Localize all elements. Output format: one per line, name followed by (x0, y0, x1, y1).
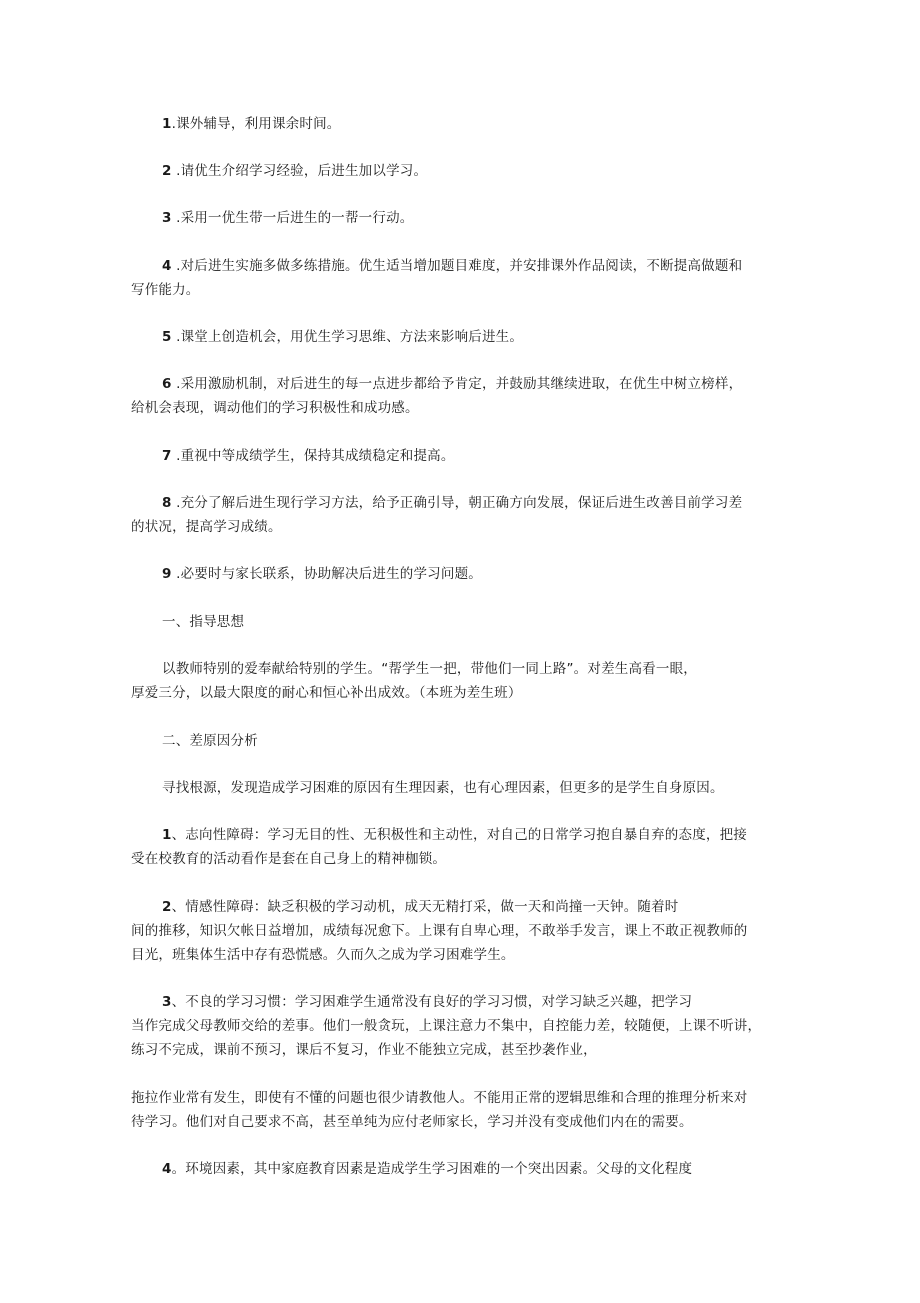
list-item: 4 .对后进生实施多做多练措施。优生适当增加题目难度，并安排课外作品阅读，不断提高做题和 (162, 258, 743, 274)
list-item-continuation: 的状况，提高学习成绩。 (131, 519, 282, 535)
list-item: 9 .必要时与家长联系，协助解决后进生的学习问题。 (162, 566, 482, 582)
list-item-continuation: 写作能力。 (131, 282, 200, 298)
list-item: 4。环境因素，其中家庭教育因素是造成学生学习困难的一个突出因素。父母的文化程度 (162, 1161, 693, 1177)
list-item-continuation: 练习不完成，课前不预习，课后不复习，作业不能独立完成，甚至抄袭作业， (131, 1042, 597, 1058)
list-item: 2 .请优生介绍学习经验，后进生加以学习。 (162, 163, 428, 179)
list-item: 5 .课堂上创造机会，用优生学习思维、方法来影响后进生。 (162, 329, 524, 345)
list-item-continuation: 受在校教育的活动看作是套在自己身上的精神枷锁。 (131, 851, 447, 867)
list-item-continuation: 间的推移，知识欠帐日益增加，成绩每况愈下。上课有自卑心理，不敢举手发言，课上不敢正视教师的 (131, 923, 748, 939)
list-item: 1.课外辅导，利用课余时间。 (162, 116, 341, 132)
list-item-continuation: 待学习。他们对自己要求不高，甚至单纯为应付老师家长，学习并没有变成他们内在的需要。 (131, 1114, 693, 1130)
list-item-continuation: 目光，班集体生活中存有恐慌感。久而久之成为学习困难学生。 (131, 947, 515, 963)
list-item: 3 .采用一优生带一后进生的一帮一行动。 (162, 210, 414, 226)
list-item: 3、不良的学习习惯：学习困难学生通常没有良好的学习习惯，对学习缺乏兴趣，把学习 (162, 994, 693, 1010)
list-item-continuation: 给机会表现，调动他们的学习积极性和成功感。 (131, 400, 419, 416)
list-item-continuation: 当作完成父母教师交给的差事。他们一般贪玩，上课注意力不集中，自控能力差，较随便，上课不听讲， (131, 1018, 762, 1034)
list-item: 1、志向性障碍：学习无目的性、无积极性和主动性，对自己的日常学习抱自暴自弃的态度，把接 (162, 827, 747, 843)
section-heading: 二、差原因分析 (162, 733, 258, 749)
list-item-continuation: 拖拉作业常有发生，即使有不懂的问题也很少请教他人。不能用正常的逻辑思维和合理的推理分析来对 (131, 1090, 748, 1106)
paragraph-line: 寻找根源，发现造成学习困难的原因有生理因素，也有心理因素，但更多的是学生自身原因。 (162, 780, 724, 796)
paragraph-line: 厚爱三分，以最大限度的耐心和恒心补出成效。（本班为差生班） (131, 685, 522, 701)
list-item: 7 .重视中等成绩学生，保持其成绩稳定和提高。 (162, 448, 455, 464)
list-item: 8 .充分了解后进生现行学习方法，给予正确引导，朝正确方向发展，保证后进生改善目前学习差 (162, 495, 743, 511)
list-item: 2、情感性障碍：缺乏积极的学习动机，成天无精打采，做一天和尚撞一天钟。随着时 (162, 899, 679, 915)
paragraph-line: 以教师特别的爱奉献给特别的学生。“帮学生一把，带他们一同上路”。对差生高看一眼， (162, 661, 697, 677)
section-heading: 一、指导思想 (162, 614, 245, 630)
list-item: 6 .采用激励机制，对后进生的每一点进步都给予肯定，并鼓励其继续进取，在优生中树立榜样， (162, 376, 743, 392)
